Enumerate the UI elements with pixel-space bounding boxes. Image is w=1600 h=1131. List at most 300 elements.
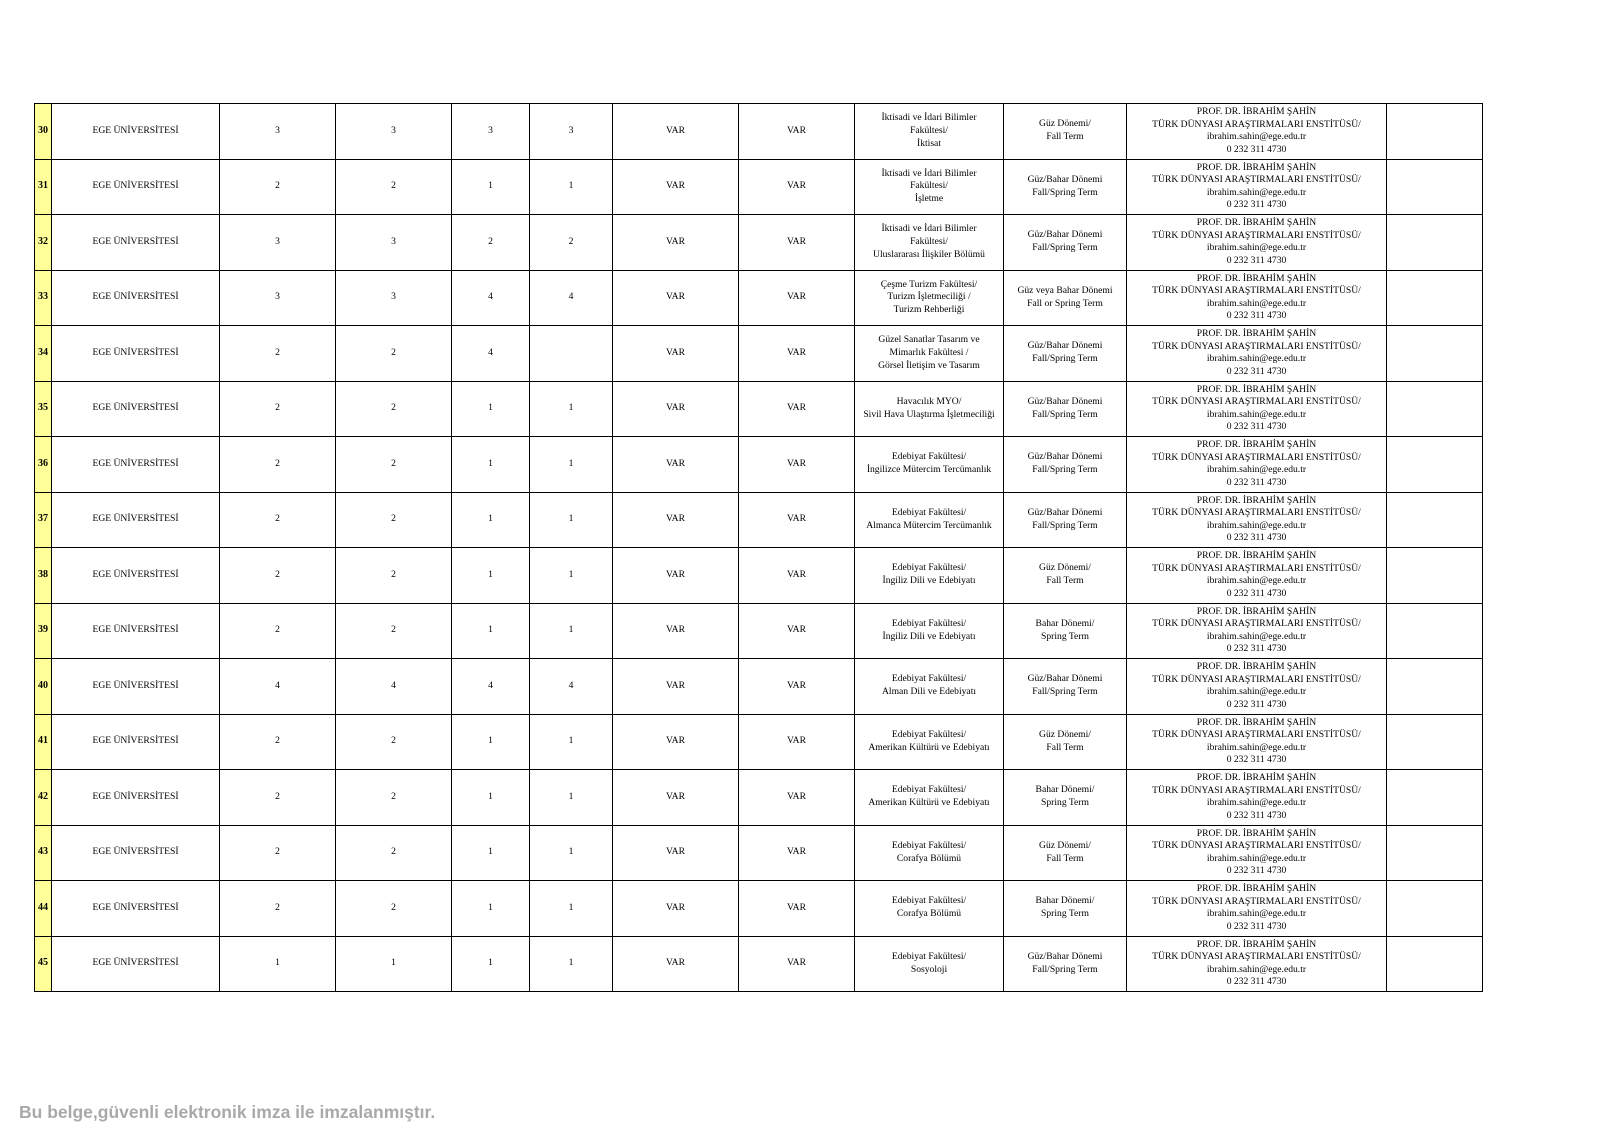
quota-cell-3: 1 [452, 437, 530, 493]
term-cell-line: Güz/Bahar Dönemi [1027, 229, 1103, 241]
quota-cell-2: 3 [336, 270, 452, 326]
status-cell-2: VAR [739, 825, 855, 881]
notes-cell [1387, 437, 1483, 493]
faculty-department-line: Corafya Bölümü [896, 852, 962, 864]
status-cell-1: VAR [613, 159, 739, 215]
row-number: 31 [35, 159, 52, 215]
table-row [35, 437, 1483, 493]
row-number: 43 [35, 825, 52, 881]
table-body [35, 104, 1483, 992]
quota-cell-1: 2 [220, 381, 336, 437]
table-row [35, 770, 1483, 826]
contact-cell [1127, 326, 1387, 382]
quota-cell-2: 2 [336, 381, 452, 437]
faculty-department-line: Edebiyat Fakültesi/ [891, 950, 967, 962]
contact-cell-line: ibrahim.sahin@ege.edu.tr [1206, 686, 1307, 698]
faculty-department-line: İngiliz Dili ve Edebiyatı [882, 630, 976, 642]
contact-cell-line: TÜRK DÜNYASI ARAŞTIRMALARI ENSTİTÜSÜ/ [1152, 507, 1361, 519]
term-cell-line: Bahar Dönemi/ [1035, 895, 1095, 907]
term-cell-line: Spring Term [1041, 630, 1089, 642]
quota-cell-1: 2 [220, 548, 336, 604]
faculty-department-line: Fakültesi/ [910, 124, 948, 136]
term-cell [1004, 326, 1127, 382]
term-cell-line: Güz/Bahar Dönemi [1027, 673, 1103, 685]
quota-cell-1: 4 [220, 659, 336, 715]
quota-cell-2: 2 [336, 159, 452, 215]
quota-cell-1: 3 [220, 104, 336, 160]
quota-cell-3: 4 [452, 270, 530, 326]
contact-cell-line: PROF. DR. İBRAHİM ŞAHİN [1196, 605, 1317, 617]
term-cell-line: Fall/Spring Term [1032, 519, 1098, 531]
contact-cell-line: ibrahim.sahin@ege.edu.tr [1206, 408, 1307, 420]
university-name: EGE ÜNİVERSİTESİ [52, 825, 220, 881]
quota-cell-4: 1 [530, 381, 613, 437]
faculty-department-line: Edebiyat Fakültesi/ [891, 895, 967, 907]
notes-cell [1387, 603, 1483, 659]
term-cell-line: Fall Term [1046, 741, 1084, 753]
faculty-department-line: Çeşme Turizm Fakültesi/ [880, 278, 978, 290]
faculty-department [855, 603, 1004, 659]
status-cell-2: VAR [739, 770, 855, 826]
quota-cell-3: 1 [452, 825, 530, 881]
faculty-department [855, 381, 1004, 437]
quota-cell-4: 4 [530, 659, 613, 715]
faculty-department-line: Edebiyat Fakültesi/ [891, 673, 967, 685]
status-cell-1: VAR [613, 326, 739, 382]
term-cell-line: Güz/Bahar Dönemi [1027, 506, 1103, 518]
quota-cell-4: 1 [530, 825, 613, 881]
term-cell-line: Bahar Dönemi/ [1035, 617, 1095, 629]
term-cell-line: Fall/Spring Term [1032, 686, 1098, 698]
term-cell-line: Güz Dönemi/ [1039, 839, 1091, 851]
notes-cell [1387, 714, 1483, 770]
faculty-department [855, 437, 1004, 493]
status-cell-1: VAR [613, 714, 739, 770]
term-cell-line: Güz Dönemi/ [1039, 562, 1091, 574]
row-number: 32 [35, 215, 52, 271]
contact-cell [1127, 936, 1387, 992]
term-cell-line: Fall/Spring Term [1032, 464, 1098, 476]
quota-cell-3: 1 [452, 936, 530, 992]
contact-cell-line: PROF. DR. İBRAHİM ŞAHİN [1196, 217, 1317, 229]
contact-cell [1127, 714, 1387, 770]
table-row [35, 548, 1483, 604]
contact-cell-line: 0 232 311 4730 [1226, 643, 1287, 655]
term-cell [1004, 659, 1127, 715]
faculty-department-line: İşletme [914, 193, 944, 205]
faculty-department-line: Corafya Bölümü [896, 908, 962, 920]
status-cell-2: VAR [739, 381, 855, 437]
faculty-department [855, 104, 1004, 160]
table-row [35, 881, 1483, 937]
row-number: 30 [35, 104, 52, 160]
status-cell-1: VAR [613, 881, 739, 937]
contact-cell-line: ibrahim.sahin@ege.edu.tr [1206, 353, 1307, 365]
term-cell-line: Spring Term [1041, 908, 1089, 920]
faculty-department-line: Sosyoloji [910, 963, 948, 975]
quota-cell-3: 1 [452, 492, 530, 548]
contact-cell-line: PROF. DR. İBRAHİM ŞAHİN [1196, 161, 1317, 173]
notes-cell [1387, 326, 1483, 382]
status-cell-1: VAR [613, 548, 739, 604]
term-cell [1004, 714, 1127, 770]
table-row [35, 936, 1483, 992]
term-cell-line: Güz Dönemi/ [1039, 118, 1091, 130]
contact-cell [1127, 104, 1387, 160]
university-name: EGE ÜNİVERSİTESİ [52, 270, 220, 326]
contact-cell [1127, 492, 1387, 548]
faculty-department-line: Edebiyat Fakültesi/ [891, 451, 967, 463]
faculty-department-line: İktisadi ve İdari Bilimler [881, 167, 977, 179]
notes-cell [1387, 548, 1483, 604]
faculty-department-line: Amerikan Kültürü ve Edebiyatı [868, 797, 990, 809]
university-name: EGE ÜNİVERSİTESİ [52, 659, 220, 715]
quota-cell-2: 2 [336, 326, 452, 382]
table-row [35, 215, 1483, 271]
faculty-department-line: Edebiyat Fakültesi/ [891, 784, 967, 796]
status-cell-1: VAR [613, 770, 739, 826]
university-name: EGE ÜNİVERSİTESİ [52, 215, 220, 271]
term-cell [1004, 936, 1127, 992]
status-cell-1: VAR [613, 381, 739, 437]
contact-cell-line: 0 232 311 4730 [1226, 421, 1287, 433]
term-cell-line: Fall/Spring Term [1032, 408, 1098, 420]
faculty-department-line: İktisat [917, 137, 941, 149]
table-row [35, 270, 1483, 326]
term-cell [1004, 770, 1127, 826]
contact-cell [1127, 270, 1387, 326]
contact-cell [1127, 659, 1387, 715]
row-number: 37 [35, 492, 52, 548]
table-row [35, 159, 1483, 215]
faculty-department-line: Edebiyat Fakültesi/ [891, 839, 967, 851]
notes-cell [1387, 659, 1483, 715]
faculty-department [855, 659, 1004, 715]
faculty-department [855, 270, 1004, 326]
exchange-table [34, 103, 1483, 992]
contact-cell-line: ibrahim.sahin@ege.edu.tr [1206, 297, 1307, 309]
university-name: EGE ÜNİVERSİTESİ [52, 326, 220, 382]
term-cell [1004, 492, 1127, 548]
status-cell-1: VAR [613, 437, 739, 493]
status-cell-1: VAR [613, 825, 739, 881]
quota-cell-4 [530, 326, 613, 382]
quota-cell-4: 3 [530, 104, 613, 160]
contact-cell-line: TÜRK DÜNYASI ARAŞTIRMALARI ENSTİTÜSÜ/ [1152, 118, 1361, 130]
row-number: 33 [35, 270, 52, 326]
status-cell-2: VAR [739, 881, 855, 937]
faculty-department [855, 159, 1004, 215]
quota-cell-1: 3 [220, 215, 336, 271]
term-cell-line: Güz veya Bahar Dönemi [1017, 284, 1113, 296]
faculty-department [855, 825, 1004, 881]
quota-cell-3: 1 [452, 881, 530, 937]
university-name: EGE ÜNİVERSİTESİ [52, 104, 220, 160]
contact-cell-line: TÜRK DÜNYASI ARAŞTIRMALARI ENSTİTÜSÜ/ [1152, 451, 1361, 463]
term-cell-line: Güz/Bahar Dönemi [1027, 173, 1103, 185]
contact-cell-line: ibrahim.sahin@ege.edu.tr [1206, 575, 1307, 587]
quota-cell-2: 4 [336, 659, 452, 715]
term-cell-line: Fall Term [1046, 852, 1084, 864]
university-name: EGE ÜNİVERSİTESİ [52, 603, 220, 659]
contact-cell-line: ibrahim.sahin@ege.edu.tr [1206, 908, 1307, 920]
contact-cell-line: TÜRK DÜNYASI ARAŞTIRMALARI ENSTİTÜSÜ/ [1152, 673, 1361, 685]
university-name: EGE ÜNİVERSİTESİ [52, 548, 220, 604]
term-cell-line: Spring Term [1041, 797, 1089, 809]
term-cell [1004, 825, 1127, 881]
university-name: EGE ÜNİVERSİTESİ [52, 437, 220, 493]
contact-cell-line: PROF. DR. İBRAHİM ŞAHİN [1196, 439, 1317, 451]
quota-cell-1: 2 [220, 881, 336, 937]
contact-cell-line: TÜRK DÜNYASI ARAŞTIRMALARI ENSTİTÜSÜ/ [1152, 951, 1361, 963]
quota-cell-3: 4 [452, 659, 530, 715]
table-row [35, 492, 1483, 548]
table-row [35, 326, 1483, 382]
notes-cell [1387, 159, 1483, 215]
contact-cell-line: TÜRK DÜNYASI ARAŞTIRMALARI ENSTİTÜSÜ/ [1152, 174, 1361, 186]
quota-cell-2: 2 [336, 770, 452, 826]
faculty-department-line: Edebiyat Fakültesi/ [891, 506, 967, 518]
faculty-department [855, 548, 1004, 604]
quota-cell-2: 2 [336, 548, 452, 604]
term-cell-line: Fall/Spring Term [1032, 242, 1098, 254]
row-number: 38 [35, 548, 52, 604]
row-number: 39 [35, 603, 52, 659]
faculty-department-line: Fakültesi/ [910, 235, 948, 247]
quota-cell-2: 2 [336, 714, 452, 770]
quota-cell-2: 2 [336, 881, 452, 937]
status-cell-2: VAR [739, 270, 855, 326]
faculty-department [855, 215, 1004, 271]
university-name: EGE ÜNİVERSİTESİ [52, 881, 220, 937]
row-number: 40 [35, 659, 52, 715]
faculty-department [855, 881, 1004, 937]
contact-cell-line: 0 232 311 4730 [1226, 310, 1287, 322]
status-cell-2: VAR [739, 548, 855, 604]
contact-cell [1127, 770, 1387, 826]
status-cell-2: VAR [739, 659, 855, 715]
contact-cell-line: TÜRK DÜNYASI ARAŞTIRMALARI ENSTİTÜSÜ/ [1152, 784, 1361, 796]
faculty-department-line: İktisadi ve İdari Bilimler [881, 223, 977, 235]
contact-cell-line: TÜRK DÜNYASI ARAŞTIRMALARI ENSTİTÜSÜ/ [1152, 396, 1361, 408]
quota-cell-1: 3 [220, 270, 336, 326]
notes-cell [1387, 770, 1483, 826]
status-cell-2: VAR [739, 159, 855, 215]
term-cell-line: Güz/Bahar Dönemi [1027, 451, 1103, 463]
contact-cell-line: PROF. DR. İBRAHİM ŞAHİN [1196, 661, 1317, 673]
quota-cell-2: 2 [336, 437, 452, 493]
term-cell [1004, 881, 1127, 937]
faculty-department-line: Güzel Sanatlar Tasarım ve [878, 334, 980, 346]
status-cell-2: VAR [739, 603, 855, 659]
term-cell [1004, 381, 1127, 437]
contact-cell-line: PROF. DR. İBRAHİM ŞAHİN [1196, 827, 1317, 839]
quota-cell-1: 2 [220, 603, 336, 659]
status-cell-2: VAR [739, 215, 855, 271]
contact-cell-line: ibrahim.sahin@ege.edu.tr [1206, 963, 1307, 975]
row-number: 34 [35, 326, 52, 382]
term-cell-line: Güz/Bahar Dönemi [1027, 340, 1103, 352]
contact-cell-line: ibrahim.sahin@ege.edu.tr [1206, 242, 1307, 254]
quota-cell-3: 1 [452, 714, 530, 770]
faculty-department [855, 326, 1004, 382]
status-cell-2: VAR [739, 104, 855, 160]
faculty-department-line: Fakültesi/ [910, 180, 948, 192]
contact-cell-line: 0 232 311 4730 [1226, 865, 1287, 877]
quota-cell-4: 1 [530, 936, 613, 992]
contact-cell-line: ibrahim.sahin@ege.edu.tr [1206, 797, 1307, 809]
quota-cell-1: 2 [220, 825, 336, 881]
university-name: EGE ÜNİVERSİTESİ [52, 159, 220, 215]
contact-cell-line: ibrahim.sahin@ege.edu.tr [1206, 186, 1307, 198]
quota-cell-4: 1 [530, 770, 613, 826]
term-cell-line: Fall Term [1046, 575, 1084, 587]
quota-cell-4: 1 [530, 548, 613, 604]
contact-cell-line: ibrahim.sahin@ege.edu.tr [1206, 464, 1307, 476]
contact-cell-line: ibrahim.sahin@ege.edu.tr [1206, 630, 1307, 642]
contact-cell [1127, 548, 1387, 604]
contact-cell-line: 0 232 311 4730 [1226, 754, 1287, 766]
contact-cell-line: 0 232 311 4730 [1226, 698, 1287, 710]
status-cell-1: VAR [613, 270, 739, 326]
quota-cell-4: 4 [530, 270, 613, 326]
contact-cell-line: PROF. DR. İBRAHİM ŞAHİN [1196, 383, 1317, 395]
faculty-department-line: Edebiyat Fakültesi/ [891, 562, 967, 574]
quota-cell-3: 4 [452, 326, 530, 382]
quota-cell-2: 1 [336, 936, 452, 992]
notes-cell [1387, 104, 1483, 160]
faculty-department-line: Sivil Hava Ulaştırma İşletmeciliği [863, 408, 995, 420]
status-cell-2: VAR [739, 714, 855, 770]
faculty-department-line: İngilizce Mütercim Tercümanlık [866, 464, 992, 476]
term-cell-line: Fall/Spring Term [1032, 186, 1098, 198]
faculty-department-line: Amerikan Kültürü ve Edebiyatı [868, 741, 990, 753]
term-cell [1004, 548, 1127, 604]
term-cell-line: Fall Term [1046, 131, 1084, 143]
table-row [35, 104, 1483, 160]
quota-cell-4: 2 [530, 215, 613, 271]
term-cell [1004, 215, 1127, 271]
quota-cell-4: 1 [530, 159, 613, 215]
university-name: EGE ÜNİVERSİTESİ [52, 492, 220, 548]
contact-cell-line: ibrahim.sahin@ege.edu.tr [1206, 131, 1307, 143]
contact-cell [1127, 437, 1387, 493]
quota-cell-2: 2 [336, 603, 452, 659]
quota-cell-4: 1 [530, 492, 613, 548]
quota-cell-3: 1 [452, 603, 530, 659]
faculty-department-line: Alman Dili ve Edebiyatı [881, 686, 977, 698]
contact-cell [1127, 881, 1387, 937]
contact-cell-line: PROF. DR. İBRAHİM ŞAHİN [1196, 106, 1317, 118]
contact-cell-line: TÜRK DÜNYASI ARAŞTIRMALARI ENSTİTÜSÜ/ [1152, 729, 1361, 741]
faculty-department-line: Havacılık MYO/ [896, 395, 962, 407]
contact-cell-line: PROF. DR. İBRAHİM ŞAHİN [1196, 883, 1317, 895]
contact-cell-line: PROF. DR. İBRAHİM ŞAHİN [1196, 550, 1317, 562]
contact-cell-line: 0 232 311 4730 [1226, 476, 1287, 488]
quota-cell-4: 1 [530, 437, 613, 493]
quota-cell-1: 1 [220, 936, 336, 992]
quota-cell-3: 1 [452, 159, 530, 215]
quota-cell-4: 1 [530, 881, 613, 937]
university-name: EGE ÜNİVERSİTESİ [52, 770, 220, 826]
notes-cell [1387, 270, 1483, 326]
quota-cell-2: 3 [336, 104, 452, 160]
faculty-department-line: İktisadi ve İdari Bilimler [881, 112, 977, 124]
status-cell-1: VAR [613, 104, 739, 160]
status-cell-1: VAR [613, 492, 739, 548]
university-name: EGE ÜNİVERSİTESİ [52, 936, 220, 992]
term-cell [1004, 437, 1127, 493]
term-cell-line: Bahar Dönemi/ [1035, 784, 1095, 796]
contact-cell-line: ibrahim.sahin@ege.edu.tr [1206, 519, 1307, 531]
status-cell-1: VAR [613, 215, 739, 271]
notes-cell [1387, 825, 1483, 881]
notes-cell [1387, 881, 1483, 937]
faculty-department-line: Almanca Mütercim Tercümanlık [866, 519, 992, 531]
status-cell-1: VAR [613, 936, 739, 992]
status-cell-2: VAR [739, 492, 855, 548]
contact-cell [1127, 825, 1387, 881]
contact-cell-line: 0 232 311 4730 [1226, 920, 1287, 932]
notes-cell [1387, 381, 1483, 437]
term-cell-line: Fall/Spring Term [1032, 353, 1098, 365]
table-row [35, 825, 1483, 881]
row-number: 42 [35, 770, 52, 826]
contact-cell-line: TÜRK DÜNYASI ARAŞTIRMALARI ENSTİTÜSÜ/ [1152, 895, 1361, 907]
quota-cell-1: 2 [220, 437, 336, 493]
status-cell-2: VAR [739, 326, 855, 382]
notes-cell [1387, 936, 1483, 992]
quota-cell-2: 2 [336, 492, 452, 548]
faculty-department-line: Görsel İletişim ve Tasarım [878, 359, 980, 371]
contact-cell-line: 0 232 311 4730 [1226, 254, 1287, 266]
row-number: 44 [35, 881, 52, 937]
row-number: 41 [35, 714, 52, 770]
contact-cell-line: PROF. DR. İBRAHİM ŞAHİN [1196, 716, 1317, 728]
e-signature-note: Bu belge,güvenli elektronik imza ile imzalanmıştır. [19, 1102, 436, 1122]
status-cell-1: VAR [613, 659, 739, 715]
contact-cell-line: 0 232 311 4730 [1226, 365, 1287, 377]
faculty-department [855, 714, 1004, 770]
contact-cell [1127, 603, 1387, 659]
contact-cell-line: TÜRK DÜNYASI ARAŞTIRMALARI ENSTİTÜSÜ/ [1152, 229, 1361, 241]
university-name: EGE ÜNİVERSİTESİ [52, 381, 220, 437]
quota-cell-1: 2 [220, 159, 336, 215]
quota-cell-1: 2 [220, 770, 336, 826]
contact-cell-line: PROF. DR. İBRAHİM ŞAHİN [1196, 938, 1317, 950]
contact-cell-line: TÜRK DÜNYASI ARAŞTIRMALARI ENSTİTÜSÜ/ [1152, 618, 1361, 630]
term-cell-line: Güz/Bahar Dönemi [1027, 395, 1103, 407]
table-row [35, 603, 1483, 659]
faculty-department-line: Uluslararası İlişkiler Bölümü [873, 248, 985, 260]
contact-cell-line: 0 232 311 4730 [1226, 143, 1287, 155]
row-number: 35 [35, 381, 52, 437]
contact-cell-line: ibrahim.sahin@ege.edu.tr [1206, 741, 1307, 753]
quota-cell-3: 3 [452, 104, 530, 160]
contact-cell-line: TÜRK DÜNYASI ARAŞTIRMALARI ENSTİTÜSÜ/ [1152, 340, 1361, 352]
term-cell-line: Fall/Spring Term [1032, 963, 1098, 975]
faculty-department [855, 770, 1004, 826]
faculty-department-line: Turizm İşletmeciliği / [887, 291, 971, 303]
term-cell [1004, 270, 1127, 326]
quota-cell-4: 1 [530, 603, 613, 659]
contact-cell-line: TÜRK DÜNYASI ARAŞTIRMALARI ENSTİTÜSÜ/ [1152, 840, 1361, 852]
faculty-department-line: Turizm Rehberliği [893, 304, 965, 316]
term-cell [1004, 603, 1127, 659]
faculty-department-line: Edebiyat Fakültesi/ [891, 617, 967, 629]
table-row [35, 381, 1483, 437]
quota-cell-4: 1 [530, 714, 613, 770]
